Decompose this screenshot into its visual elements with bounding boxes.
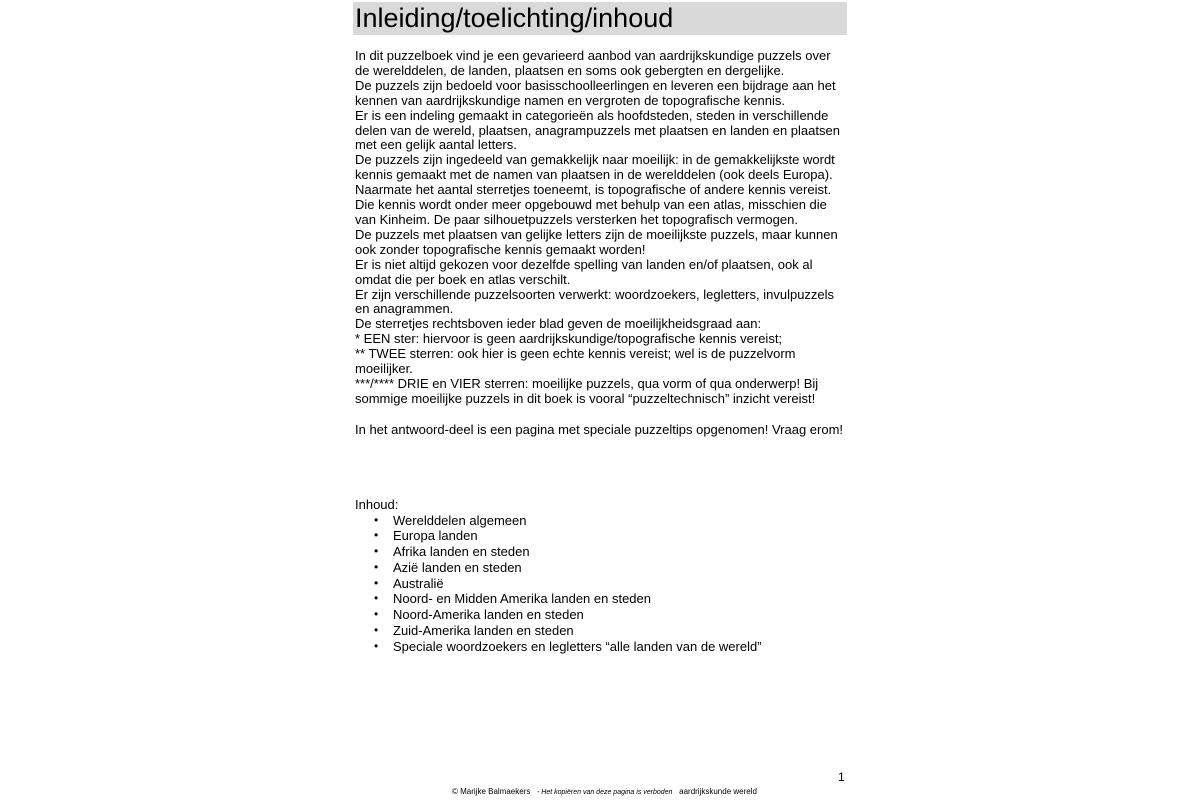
- intro-line: De puzzels met plaatsen van gelijke letters zijn de moeilijkste puzzels, maar kunnen: [355, 226, 838, 242]
- intro-line: In dit puzzelboek vind je een gevarieerd aanbod van aardrijkskundige puzzels over: [355, 48, 831, 63]
- intro-line: met een gelijk aantal letters.: [355, 137, 517, 153]
- contents-item-label: Azië landen en steden: [393, 559, 522, 575]
- contents-item: [355, 607, 762, 623]
- intro-line: kennen van aardrijkskundige namen en vergroten de topografische kennis.: [355, 92, 785, 108]
- bullet-icon: •: [374, 544, 379, 559]
- intro-text: [353, 49, 847, 407]
- intro-line: sommige moeilijke puzzels in dit boek is vooral “puzzeltechnisch” inzicht vereist!: [355, 390, 816, 406]
- intro-line: kennis gemaakt met de namen van plaatsen in de werelddelen (ook deels Europa).: [355, 167, 833, 183]
- puzzle-tip-note: In het antwoord-deel is een pagina met speciale puzzeltips opgenomen! Vraag erom!: [355, 421, 844, 437]
- intro-line: * EEN ster: hiervoor is geen aardrijkskundige/topografische kennis vereist;: [355, 331, 783, 347]
- contents-item-label: Australië: [393, 575, 444, 591]
- intro-line: en anagrammen.: [355, 301, 454, 317]
- footer-subject: aardrijkskunde wereld: [679, 787, 757, 796]
- intro-line: omdat die per boek en atlas verschilt.: [355, 271, 571, 287]
- contents-item-label: Speciale woordzoekers en legletters “alle landen van de wereld”: [393, 638, 762, 654]
- page-footer: [452, 787, 757, 796]
- footer-copyright: © Marijke Balmaekers: [452, 787, 531, 796]
- table-of-contents: [355, 497, 762, 654]
- contents-item: [355, 591, 762, 607]
- contents-item: [355, 528, 762, 544]
- intro-line: Naarmate het aantal sterretjes toeneemt, is topografische of andere kennis vereist.: [355, 182, 832, 198]
- intro-line: Die kennis wordt onder meer opgebouwd met behulp van een atlas, misschien die: [355, 197, 827, 213]
- intro-line: van Kinheim. De paar silhouetpuzzels versterken het topografisch vermogen.: [355, 211, 798, 227]
- bullet-icon: •: [374, 622, 379, 637]
- bullet-icon: •: [374, 559, 379, 574]
- intro-line: Er is een indeling gemaakt in categorieën als hoofdsteden, steden in verschillende: [355, 107, 829, 123]
- intro-line: De puzzels zijn ingedeeld van gemakkelijk naar moeilijk: in de gemakkelijkste wordt: [355, 152, 835, 168]
- intro-line: De sterretjes rechtsboven ieder blad geven de moeilijkheidsgraad aan:: [355, 316, 762, 332]
- bullet-icon: •: [374, 575, 379, 590]
- bullet-icon: •: [374, 591, 379, 606]
- bullet-icon: •: [374, 607, 379, 622]
- contents-item-label: Werelddelen algemeen: [393, 512, 527, 528]
- contents-item-label: Afrika landen en steden: [393, 544, 530, 560]
- intro-line: ***/**** DRIE en VIER sterren: moeilijke puzzels, qua vorm of qua onderwerp! Bij: [355, 375, 819, 391]
- contents-item: [355, 623, 762, 639]
- page-title: Inleiding/toelichting/inhoud: [353, 2, 847, 35]
- intro-line: delen van de wereld, plaatsen, anagrampuzzels met plaatsen en landen en plaatsen: [355, 122, 840, 138]
- intro-line: ** TWEE sterren: ook hier is geen echte kennis vereist; wel is de puzzelvorm: [355, 346, 796, 362]
- contents-item-label: Noord-Amerika landen en steden: [393, 607, 584, 623]
- document-page: [353, 2, 847, 437]
- contents-list: [355, 513, 762, 655]
- intro-line: de werelddelen, de landen, plaatsen en soms ook gebergten en dergelijke.: [355, 62, 785, 78]
- bullet-icon: •: [374, 638, 379, 653]
- contents-item: [355, 639, 762, 655]
- contents-item-label: Europa landen: [393, 528, 478, 544]
- page-number: 1: [838, 770, 845, 784]
- contents-item: [355, 544, 762, 560]
- bullet-icon: •: [374, 528, 379, 543]
- intro-line: De puzzels zijn bedoeld voor basisschoolleerlingen en leveren een bijdrage aan het: [355, 77, 836, 93]
- contents-item: [355, 576, 762, 592]
- bullet-icon: •: [374, 512, 379, 527]
- intro-line: Er zijn verschillende puzzelsoorten verwerkt: woordzoekers, legletters, invulpuzzels: [355, 286, 835, 302]
- intro-line: Er is niet altijd gekozen voor dezelfde spelling van landen en/of plaatsen, ook al: [355, 256, 813, 272]
- contents-item: [355, 513, 762, 529]
- footer-copy-notice: - Het kopiëren van deze pagina is verboden: [537, 789, 673, 796]
- intro-line: ook zonder topografische kennis gemaakt worden!: [355, 241, 646, 257]
- contents-item-label: Noord- en Midden Amerika landen en steden: [393, 591, 651, 607]
- contents-heading: Inhoud:: [355, 497, 399, 512]
- intro-line: moeilijker.: [355, 361, 413, 377]
- contents-item-label: Zuid-Amerika landen en steden: [393, 622, 574, 638]
- contents-item: [355, 560, 762, 576]
